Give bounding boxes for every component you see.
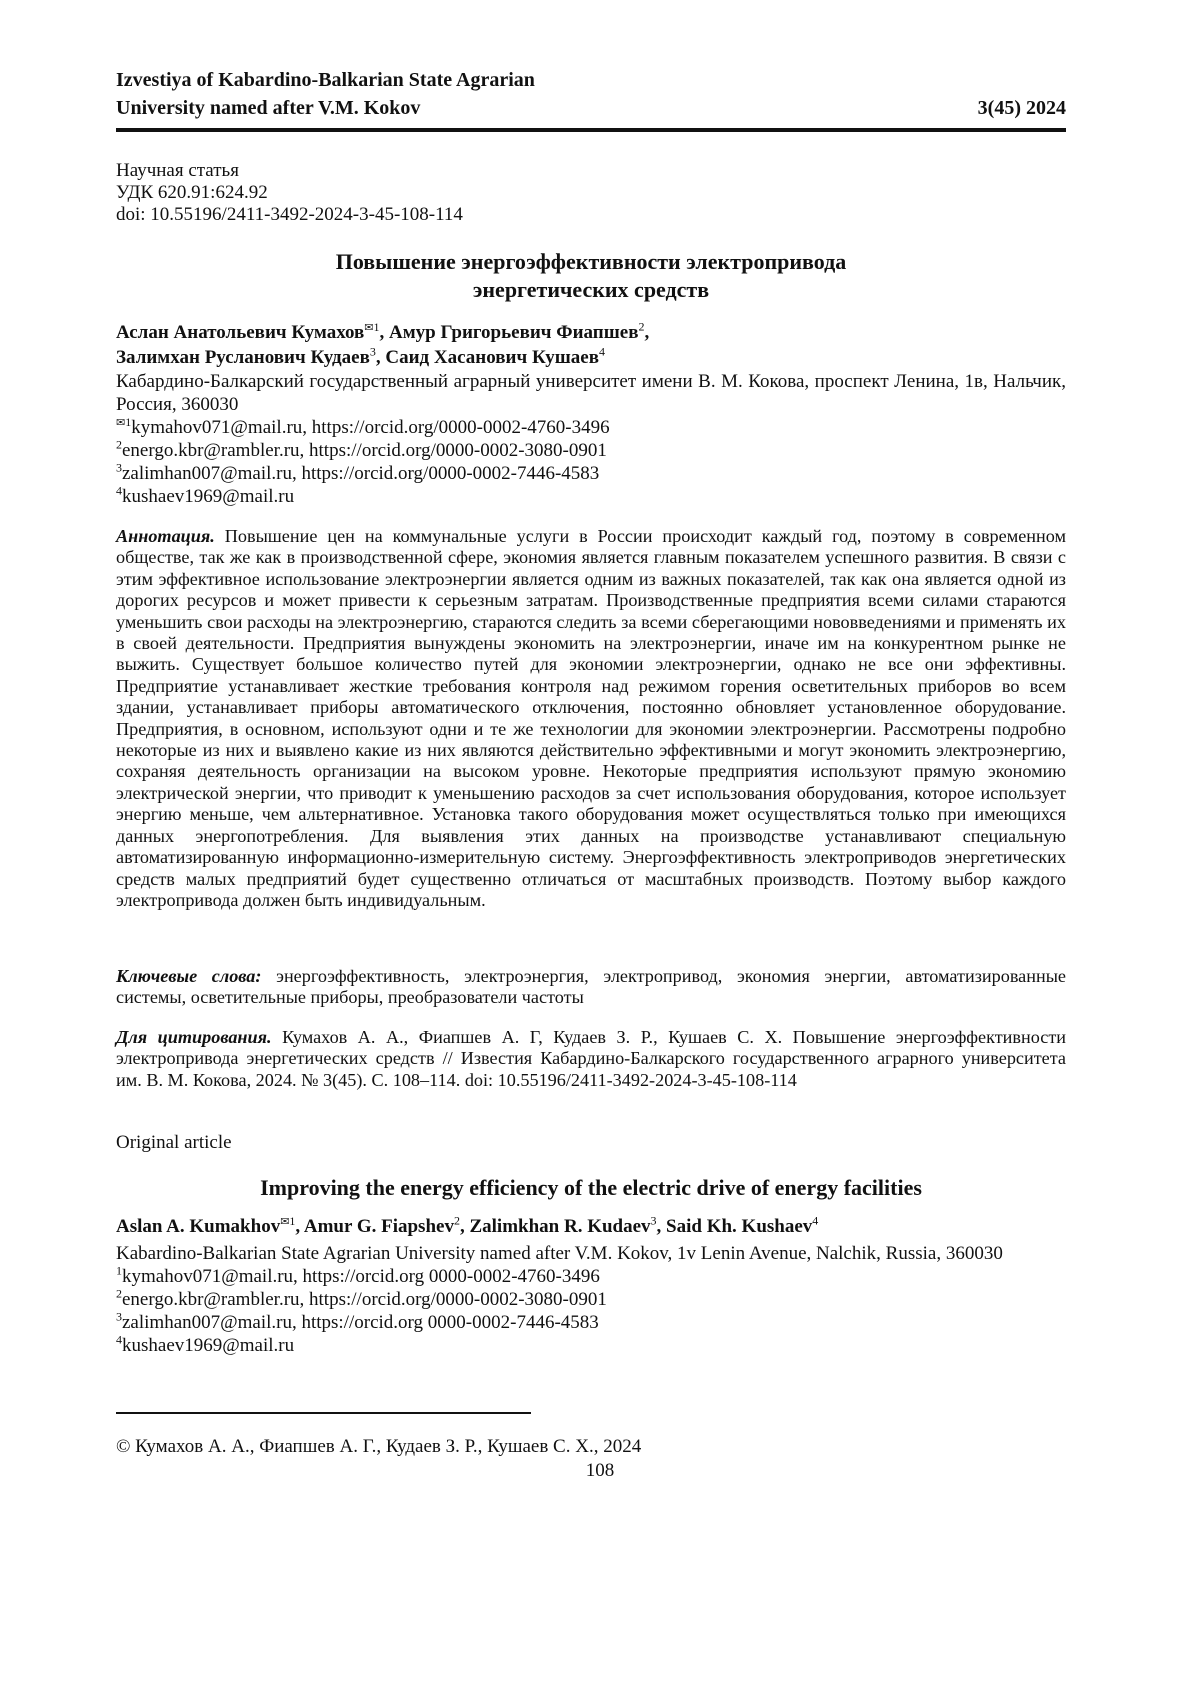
title-line: Повышение энергоэффективности электропривода <box>335 249 847 274</box>
article-meta <box>116 160 1066 226</box>
author: Aslan A. Kumakhov <box>116 1216 281 1237</box>
author: Zalimkhan R. Kudaev <box>469 1216 651 1237</box>
article-type-en: Original article <box>116 1132 232 1153</box>
title-en: Improving the energy efficiency of the electric drive of energy facilities <box>260 1175 922 1200</box>
journal-name-line1: Izvestiya of Kabardino-Balkarian State Agrarian <box>116 69 535 91</box>
author-sup: 2 <box>638 319 645 334</box>
author: Аслан Анатольевич Кумахов <box>116 322 365 343</box>
contact: $^4$kushaev1969@mail.ru <box>116 483 295 507</box>
keywords-label: Ключевые слова: <box>116 966 262 986</box>
envelope-icon: ✉ <box>280 1215 290 1228</box>
contact: $^1$kymahov071@mail.ru, https://orcid.org 0000-0002-4760-3496 <box>116 1263 600 1287</box>
contact-link[interactable]: energo.kbr@rambler.ru, https://orcid.org/0000-0002-3080-0901 <box>122 1289 607 1310</box>
author: Said Kh. Kushaev <box>666 1216 813 1237</box>
doi: doi: 10.55196/2411-3492-2024-3-45-108-114 <box>116 204 463 225</box>
contact: $^2$energo.kbr@rambler.ru, https://orcid.org/0000-0002-3080-0901 <box>116 437 607 461</box>
running-header <box>116 66 1066 122</box>
author-sup: 4 <box>598 344 605 359</box>
authors-en: Aslan A. Kumakhov$^{✉1}$, Amur G. Fiapshev$^2$, Zalimkhan R. Kudaev$^3$, Said Kh. Kushaev$^4$ <box>116 1213 819 1237</box>
author: Амур Григорьевич Фиапшев <box>389 322 639 343</box>
affiliation: Kabardino-Balkarian State Agrarian University named after V.M. Kokov, 1v Lenin Avenue, Nalchik, Russia, 360030 <box>116 1243 1003 1264</box>
author: Саид Хасанович Кушаев <box>385 347 599 368</box>
authors-ru: Аслан Анатольевич Кумахов$^{✉1}$, Амур Григорьевич Фиапшев$^2$, Залимхан Русланович Кудаев$^3$, Саид Хасанович Кушаев$^4$ <box>116 319 650 368</box>
affiliation: Кабардино-Балкарский государственный аграрный университет имени В. М. Кокова, проспект Ленина, 1в, Нальчик, Россия, 360030 <box>116 371 1066 415</box>
copyright: © Кумахов А. А., Фиапшев А. Г., Кудаев З. Р., Кушаев С. Х., 2024 <box>116 1436 642 1457</box>
contact: $^4$kushaev1969@mail.ru <box>116 1332 295 1356</box>
author: Amur G. Fiapshev <box>303 1216 454 1237</box>
author-sup: 3 <box>369 344 376 359</box>
abstract <box>116 526 1066 911</box>
abstract-text: Повышение цен на коммунальные услуги в России происходит каждый год, поэтому в современном обществе, так же как в производственной сфере, экономия является главным показателем успешного развития. В связи с этим эффективное использование электроэнергии является одним из важных показателей, так как она является одной из дорогих ресурсов и может привести к серьезным затратам. Производственные предприятия всеми силами стараются уменьшить свои расходы на электроэнергию, стараются следить за всеми сберегающими нововведениями и применять их в своей деятельности. Предприятия вынуждены экономить на электроэнергии, иначе им на конкурентном рынке не выжить. Существует большое количество путей для экономии электроэнергии, однако не все они эффективны. Предприятие устанавливает жесткие требования контроля над режимом горения осветительных приборов во всем здании, устанавливает приборы автоматического отключения, постоянно обновляет установленное оборудование. Предприятия, в основном, используют одни и те же технологии для экономии электроэнергии. Рассмотрены подробно некоторые из них и выявлено какие из них являются действительно эффективными и могут экономить электроэнергию, сохраняя деятельность организации на высоком уровне. Некоторые предприятия используют прямую экономию электрической энергии, что приводит к уменьшению расходов за счет использования оборудования, которое использует энергию меньше, чем альтернативное. Установка такого оборудования может осуществляться только при имеющихся данных энергопотребления. Для выявления этих данных на производстве устанавливают специальную автоматизированную информационно-измерительную систему. Энергоэффективность электроприводов энергетических средств малых предприятий будет существенно отличаться от масштабных производств. Поэтому выбор каждого электропривода должен быть индивидуальным. <box>116 526 1067 910</box>
envelope-icon: ✉ <box>364 321 374 334</box>
abstract-label: Аннотация. <box>116 526 215 546</box>
contact-link[interactable]: zalimhan007@mail.ru, https://orcid.org 0000-0002-7446-4583 <box>122 1312 599 1333</box>
article-type: Научная статья <box>116 160 239 181</box>
udc: УДК 620.91:624.92 <box>116 182 268 203</box>
citation-label: Для цитирования. <box>116 1027 272 1047</box>
author-sup: 1 <box>373 319 380 334</box>
author: Залимхан Русланович Кудаев <box>116 347 370 368</box>
citation <box>116 1027 1066 1091</box>
keywords <box>116 966 1066 1009</box>
footnote-rule <box>116 1412 531 1414</box>
affiliation-ru <box>116 370 1066 508</box>
contact: $^2$energo.kbr@rambler.ru, https://orcid.org/0000-0002-3080-0901 <box>116 1286 607 1310</box>
page-title <box>116 248 1066 304</box>
contact-link[interactable]: energo.kbr@rambler.ru, https://orcid.org/0000-0002-3080-0901 <box>122 440 607 461</box>
contact-link[interactable]: kymahov071@mail.ru, https://orcid.org/0000-0002-4760-3496 <box>131 417 610 438</box>
contact: $^{✉1}$kymahov071@mail.ru, https://orcid.org/0000-0002-4760-3496 <box>116 414 610 438</box>
journal-name-line2: University named after V.M. Kokov <box>116 97 421 119</box>
contact-link[interactable]: zalimhan007@mail.ru, https://orcid.org/0000-0002-7446-4583 <box>122 463 600 484</box>
header-rule <box>116 128 1066 132</box>
contact: $^3$zalimhan007@mail.ru, https://orcid.org/0000-0002-7446-4583 <box>116 460 600 484</box>
issue-number: 3(45) 2024 <box>977 97 1066 119</box>
page-number: 108 <box>585 1460 615 1481</box>
title-line: энергетических средств <box>472 277 710 302</box>
contact-link[interactable]: kymahov071@mail.ru, https://orcid.org 0000-0002-4760-3496 <box>122 1266 600 1287</box>
envelope-icon: ✉ <box>116 416 126 429</box>
contact: $^3$zalimhan007@mail.ru, https://orcid.org 0000-0002-7446-4583 <box>116 1309 599 1333</box>
contact-link[interactable]: kushaev1969@mail.ru <box>122 486 295 507</box>
keywords-text: энергоэффективность, электроэнергия, электропривод, экономия энергии, автоматизированные системы, осветительные приборы, преобразователи частоты <box>116 966 1067 1008</box>
contact-link[interactable]: kushaev1969@mail.ru <box>122 1335 295 1356</box>
citation-text: Кумахов А. А., Фиапшев А. Г, Кудаев З. Р., Кушаев С. Х. Повышение энергоэффективности электропривода энергетических средств // Известия Кабардино-Балкарского государственного аграрного университета им. В. М. Кокова, 2024. № 3(45). С. 108–114. doi: 10.55196/2411-3492-2024-3-45-108-114 <box>116 1027 1067 1090</box>
affiliation-en <box>116 1242 1066 1357</box>
